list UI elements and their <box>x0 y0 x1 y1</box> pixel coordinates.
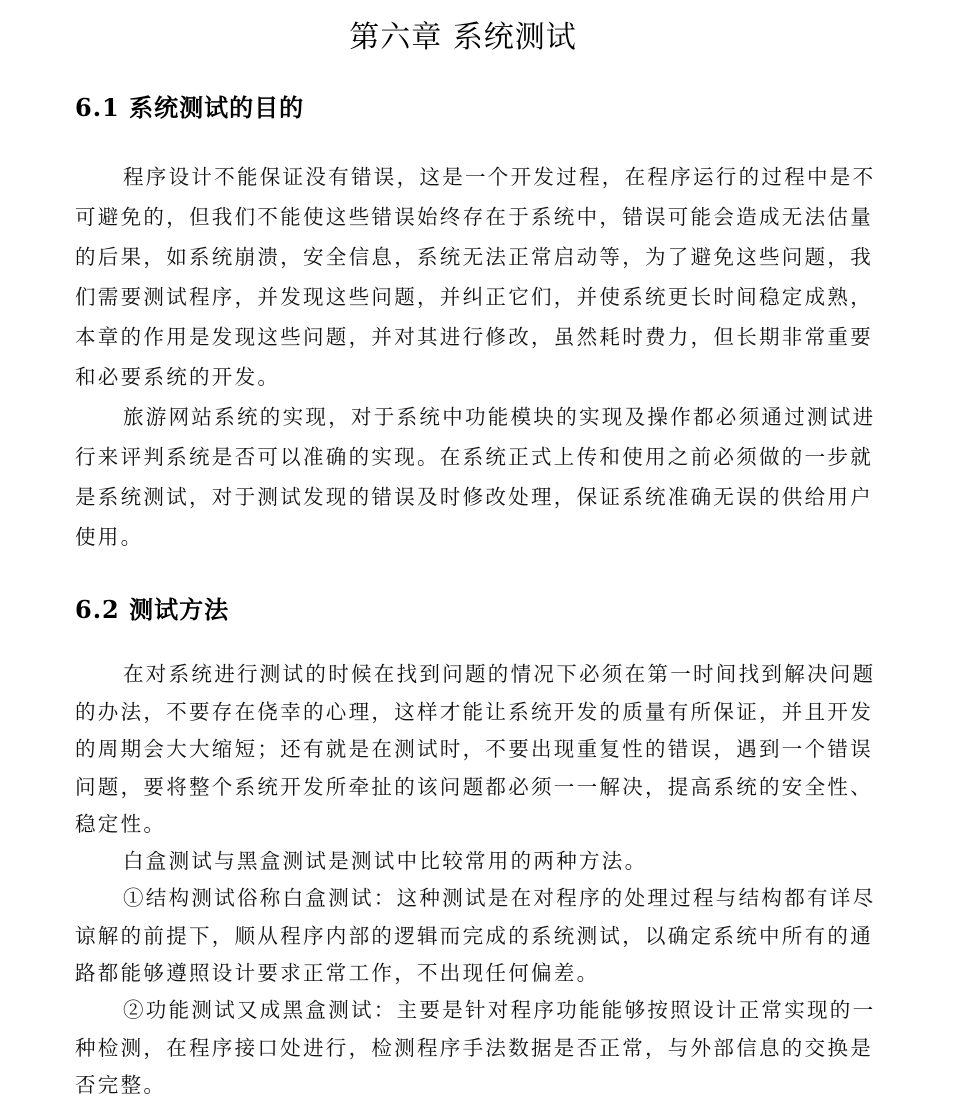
text-line: 否完整。 <box>75 1073 167 1097</box>
text-line: 稳定性。 <box>75 812 167 836</box>
text-line: 的周期会大大缩短；还有就是在测试时，不要出现重复性的错误，遇到一个错误 <box>75 737 873 761</box>
paragraph-purpose-2 <box>75 397 876 557</box>
text-line: 问题，要将整个系统开发所牵扯的该问题都必须一一解决，提高系统的安全性、 <box>75 774 873 799</box>
section-heading-6-1: 6.1 系统测试的目的 <box>75 93 305 122</box>
text-line: 行来评判系统是否可以准确的实现。在系统正式上传和使用之前必须做的一步就 <box>75 445 873 469</box>
text-line: 路都能够遵照设计要求正常工作，不出现任何偏差。 <box>75 961 600 985</box>
text-line: ②功能测试又成黑盒测试：主要是针对程序功能能够按照设计正常实现的一 <box>123 998 876 1022</box>
text-line: 的办法，不要存在侥幸的心理，这样才能让系统开发的质量有所保证，并且开发 <box>75 699 873 724</box>
paragraph-blackbox <box>75 992 876 1105</box>
text-line: 的后果，如系统崩溃，安全信息，系统无法正常启动等，为了避免这些问题，我 <box>75 245 873 269</box>
text-line: 程序设计不能保证没有错误，这是一个开发过程，在程序运行的过程中是不 <box>123 165 876 189</box>
text-line: ①结构测试俗称白盒测试：这种测试是在对程序的处理过程与结构都有详尽 <box>123 886 876 910</box>
text-line: 是系统测试，对于测试发现的错误及时修改处理，保证系统准确无误的供给用户 <box>75 485 873 509</box>
text-line: 种检测，在程序接口处进行，检测程序手法数据是否正常，与外部信息的交换是 <box>75 1035 873 1060</box>
text-line: 和必要系统的开发。 <box>75 365 281 389</box>
text-line: 使用。 <box>75 525 144 549</box>
text-line: 在对系统进行测试的时候在找到问题的情况下必须在第一时间找到解决问题 <box>123 662 876 686</box>
paragraph-methods-1 <box>75 656 876 844</box>
section-heading-6-2: 6.2 测试方法 <box>75 595 230 624</box>
text-line: 本章的作用是发现这些问题，并对其进行修改，虽然耗时费力，但长期非常重要 <box>75 325 873 349</box>
text-line: 旅游网站系统的实现，对于系统中功能模块的实现及操作都必须通过测试进 <box>123 405 876 429</box>
text-line: 白盒测试与黑盒测试是测试中比较常用的两种方法。 <box>123 849 648 873</box>
paragraph-whitebox <box>75 880 876 993</box>
text-line: 谅解的前提下，顺从程序内部的逻辑而完成的系统测试，以确定系统中所有的通 <box>75 923 873 948</box>
chapter-title: 第六章 系统测试 <box>349 20 577 55</box>
paragraph-purpose-1 <box>75 157 876 397</box>
paragraph-methods-2 <box>75 843 859 881</box>
text-line: 们需要测试程序，并发现这些问题，并纠正它们，并使系统更长时间稳定成熟， <box>75 285 873 309</box>
text-line: 可避免的，但我们不能使这些错误始终存在于系统中，错误可能会造成无法估量 <box>75 205 873 229</box>
